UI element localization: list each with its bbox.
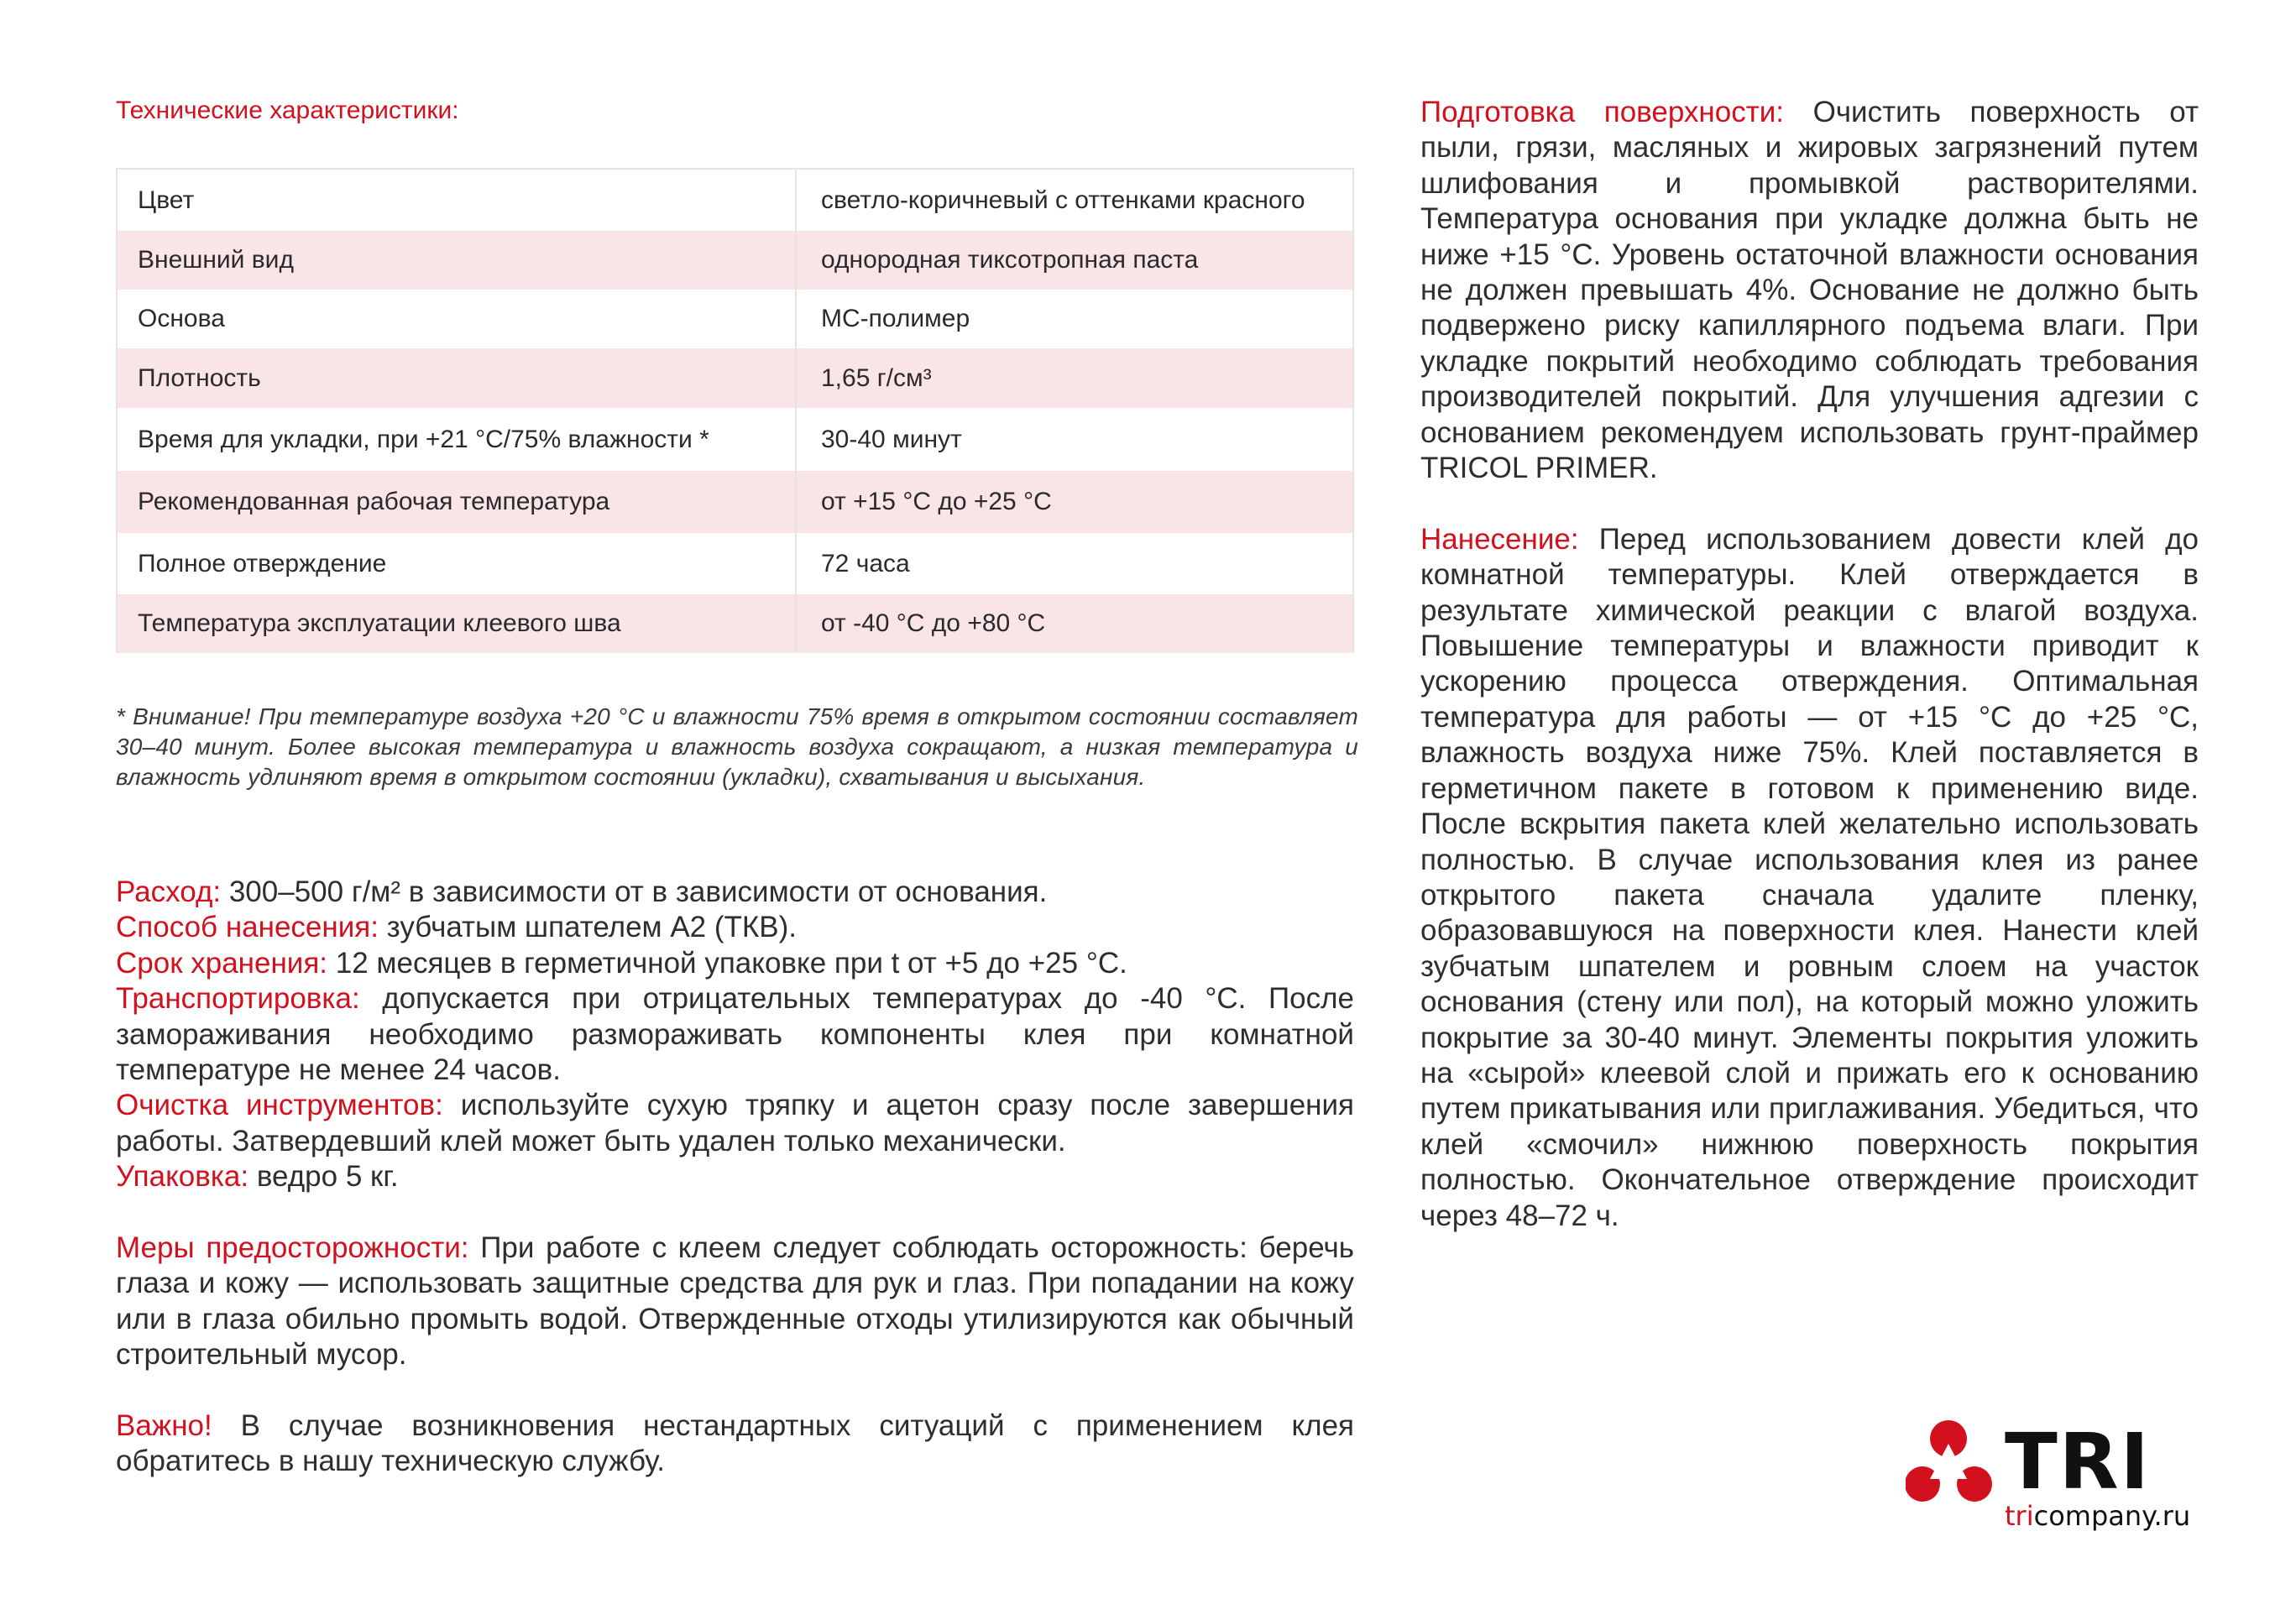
spec-label: Цвет [138,186,195,214]
column-divider [795,170,797,651]
company-logo [1904,1419,2198,1536]
important-label: Важно! [116,1409,212,1443]
spec-row [118,348,1352,408]
surface-text: Очистить поверхность от пыли, грязи, масляных и жировых загрязнений путем шлифования и промывкой растворителями. Температура основания при укладке должна быть не ниже +15 °С. Уровень остаточной влажности основания не должен превышать 4%. Основание не должно быть подвержено риску капиллярного подъема влаги. При укладке покрытий необходимо соблюдать требования производителей покрытий. Для улучшения адгезии с основанием рекомендуем использовать грунт-праймер TRICOL PRIMER. [1420,96,2199,485]
footnote: * Внимание! При температуре воздуха +20 °С и влажности 75% время в открытом состоянии составляет 30–40 минут. Более высокая температура и влажность воздуха сокращают, а низкая температура и влажность удлиняют время в открытом состоянии (укладки), схватывания и высыхания. [116,703,1358,790]
spec-value: 72 часа [821,549,910,577]
surface-paragraph [1420,95,2199,486]
cleaning-paragraph [116,1088,1354,1159]
tri-circles-logo-icon [1906,1419,2006,1511]
spec-value: от +15 °С до +25 °С [821,488,1052,515]
transport-paragraph [116,981,1354,1088]
application-paragraph [1420,522,2199,1234]
spec-value: светло-коричневый с оттенками красного [821,186,1305,214]
spec-label: Основа [138,305,225,332]
important-paragraph [116,1408,1354,1480]
cleaning-text: используйте сухую тряпку и ацетон сразу после завершения работы. Затвердевший клей может быть удален только механически. [116,1089,1354,1158]
spec-row [118,231,1352,290]
method-paragraph [116,910,1354,945]
transport-text: допускается при отрицательных температурах до -40 °С. После замораживания необходимо размораживать компоненты клея при комнатной температуре не менее 24 часов. [116,982,1354,1087]
application-text: Перед использованием довести клей до комнатной температуры. Клей отверждается в результате химической реакции с влагой воздуха. Повышение температуры и влажности приводит к ускорению процесса отверждения. Оптимальная температура для работы — от +15 °С до +25 °С, влажность воздуха ниже 75%. Клей поставляется в герметичном пакете в готовом к применению виде. После вскрытия пакета клей желательно использовать полностью. В случае использования клея из ранее открытого пакета сначала удалите пленку, образовавшуюся на поверхности клея. Нанести клей зубчатым шпателем и ровным слоем на участок основания (стену или пол), на который можно уложить покрытие за 30-40 минут. Элементы покрытия уложить на «сырой» клеевой слой и прижать его к основанию путем прикатывания или приглаживания. Убедиться, что клей «смочил» нижнюю поверхность покрытия полностью. Окончательное отверждение происходит через 48–72 ч. [1420,522,2199,1232]
right-info-block [1420,95,2199,1234]
spec-row [118,533,1352,594]
spec-value: 30-40 минут [821,425,962,453]
spec-label: Рекомендованная рабочая температура [138,488,610,515]
important-text: В случае возникновения нестандартных ситуаций с применением клея обратитесь в нашу техническую службу. [116,1409,1354,1478]
spec-row [118,290,1352,348]
spec-table [116,168,1354,653]
left-info-block [116,875,1354,1480]
consumption-text: 300–500 г/м² в зависимости от в зависимости от основания. [221,875,1048,908]
packaging-label: Упаковка: [116,1160,249,1194]
transport-label: Транспортировка: [116,982,360,1016]
spec-label: Полное отверждение [138,549,387,577]
application-label: Нанесение: [1420,522,1579,556]
spec-value: от -40 °С до +80 °С [821,609,1046,637]
packaging-text: ведро 5 кг. [248,1160,399,1194]
spec-row [118,170,1352,231]
cleaning-label: Очистка инструментов: [116,1089,443,1122]
precautions-paragraph [116,1231,1354,1373]
method-label: Способ нанесения: [116,911,379,944]
storage-text: 12 месяцев в герметичной упаковке при t от +5 до +25 °С. [327,946,1127,980]
spec-row [118,594,1352,653]
precautions-label: Меры предосторожности: [116,1231,469,1265]
surface-label: Подготовка поверхности: [1420,96,1785,128]
spec-label: Плотность [138,363,261,392]
logo-domain-rest: company.ru [2033,1500,2191,1532]
spec-row [118,408,1352,471]
logo-domain [2005,1501,2190,1531]
spec-label: Температура эксплуатации клеевого шва [138,609,621,637]
spec-label: Время для укладки, при +21 °С/75% влажности * [138,425,709,453]
spec-label: Внешний вид [138,246,294,274]
logo-wordmark: TRI [2005,1417,2151,1507]
spec-value: МС-полимер [821,305,970,332]
spec-value: 1,65 г/см³ [821,363,932,392]
spec-section-title: Технические характеристики: [116,97,459,124]
spec-row [118,471,1352,533]
precautions-text: При работе с клеем следует соблюдать осторожность: беречь глаза и кожу — использовать защитные средства для рук и глаз. При попадании на кожу или в глаза обильно промыть водой. Отвержденные отходы утилизируются как обычный строительный мусор. [116,1231,1354,1372]
packaging-paragraph [116,1159,1354,1194]
method-text: зубчатым шпателем А2 (ТКВ). [378,911,798,944]
consumption-paragraph [116,875,1354,910]
logo-domain-accent: tri [2005,1500,2034,1532]
storage-paragraph [116,946,1354,981]
consumption-label: Расход: [116,875,222,908]
spec-value: однородная тиксотропная паста [821,246,1199,274]
storage-label: Срок хранения: [116,946,328,980]
